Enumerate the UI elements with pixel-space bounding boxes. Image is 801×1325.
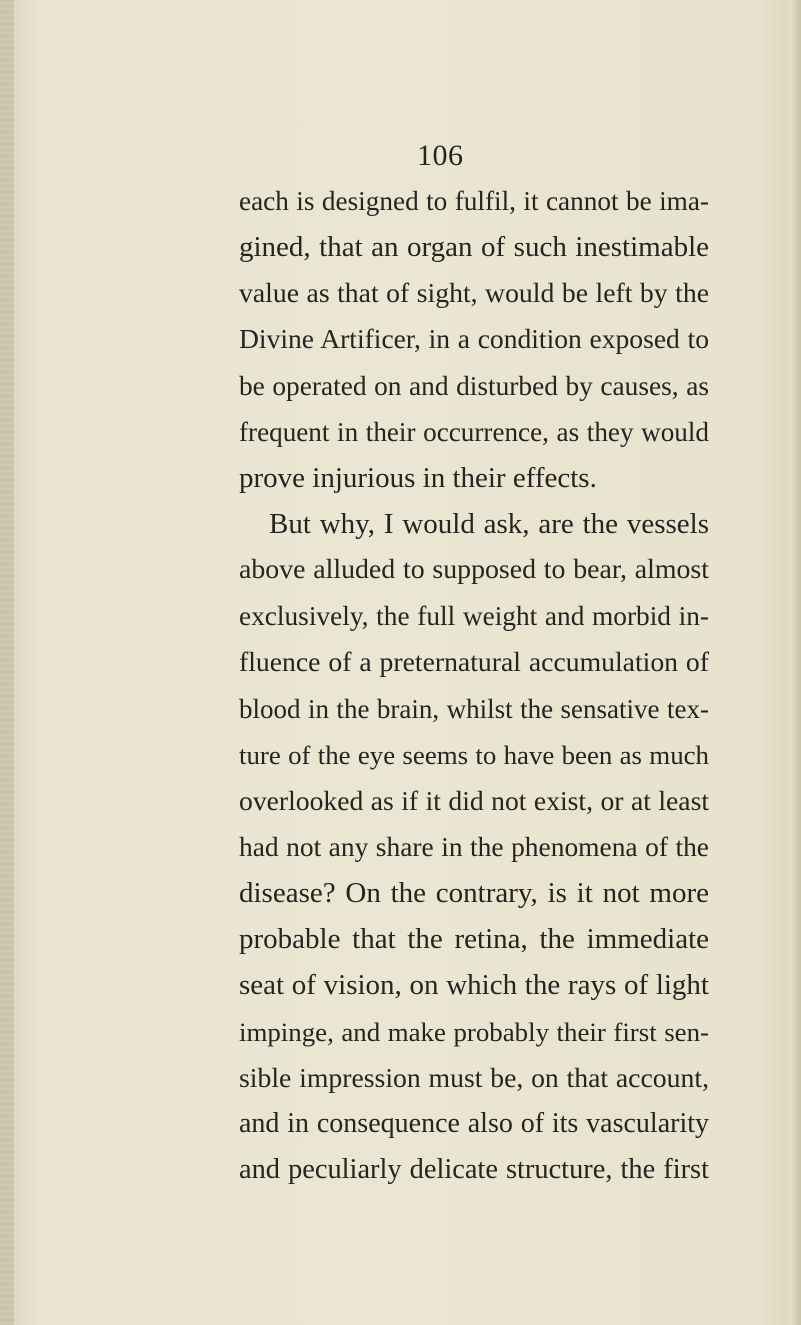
text-line: be operated on and disturbed by causes, as (239, 370, 709, 401)
text-line: frequent in their occurrence, as they would (239, 416, 709, 447)
text-line: ture of the eye seems to have been as much (239, 739, 709, 770)
text-line: blood in the brain, whilst the sensative tex- (239, 693, 709, 724)
text-line: value as that of sight, would be left by the (239, 277, 709, 309)
text-line: impinge, and make probably their first sen- (239, 1016, 709, 1047)
text-line: gined, that an organ of such inestimable (239, 231, 709, 264)
text-line: and peculiarly delicate structure, the first (239, 1153, 709, 1185)
paragraph-end-line: prove injurious in their effects. (239, 461, 597, 494)
page-right-edge (789, 0, 801, 1325)
text-line: sible impression must be, on that account, (239, 1061, 709, 1093)
text-line: exclusively, the full weight and morbid in- (239, 601, 709, 632)
text-line: had not any share in the phenomena of the (239, 831, 709, 862)
body-text (239, 178, 709, 1193)
text-line: each is designed to fulfil, it cannot be ima- (239, 186, 709, 216)
text-line: overlooked as if it did not exist, or at least (239, 784, 709, 816)
text-line: and in consequence also of its vascularity (239, 1107, 709, 1139)
text-line: disease? On the contrary, is it not more (239, 877, 709, 910)
text-line: seat of vision, on which the rays of light (239, 969, 709, 1002)
paragraph-start-line: But why, I would ask, are the vessels (269, 507, 709, 540)
page-number: 106 (417, 139, 464, 172)
text-line: probable that the retina, the immediate (239, 923, 709, 956)
text-line: fluence of a preternatural accumulation of (239, 646, 709, 678)
page-binding-edge (0, 0, 14, 1325)
text-line: Divine Artificer, in a condition exposed to (239, 323, 709, 355)
text-line: above alluded to supposed to bear, almost (239, 554, 709, 586)
